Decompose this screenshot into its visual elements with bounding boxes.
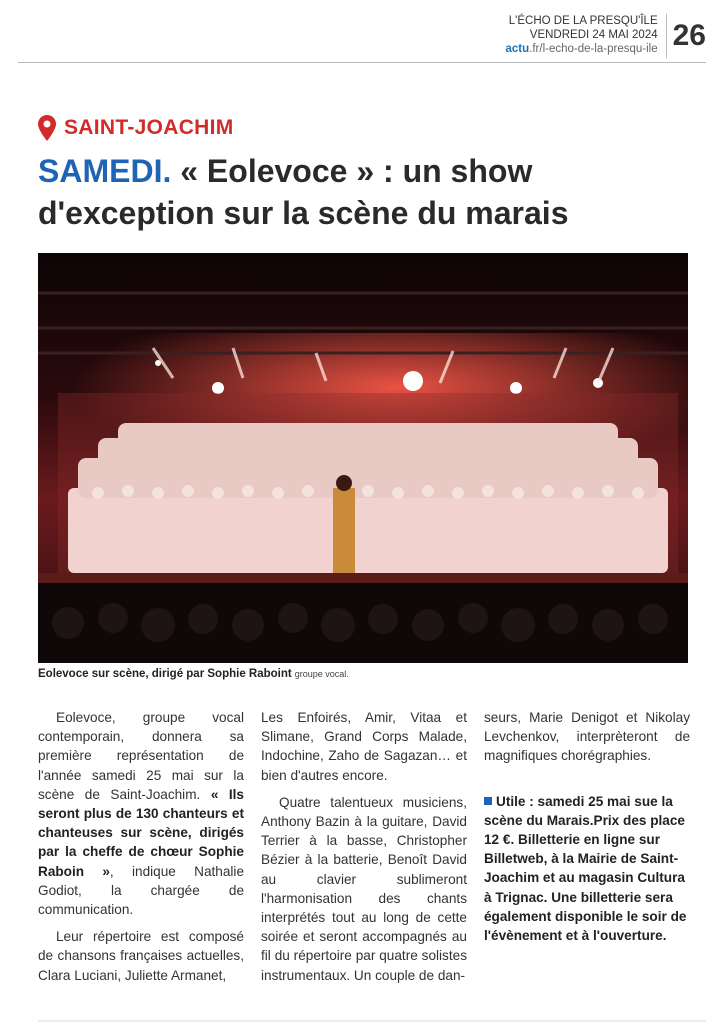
info-box	[484, 792, 690, 946]
paragraph-text: Eolevoce, groupe vocal contemporain, donnera sa première représentation de l'année samedi 25 mai sur la scène de Saint-Joachim.	[38, 710, 244, 802]
page-header	[506, 14, 707, 58]
paragraph: Les Enfoirés, Amir, Vitaa et Slimane, Grand Corps Malade, Indochine, Zaho de Sagazan… et bien d'autres encore.	[261, 710, 467, 783]
photo-caption	[38, 668, 349, 680]
caption-text: Eolevoce sur scène, dirigé par Sophie Raboint	[38, 668, 292, 680]
paragraph: Quatre talentueux musiciens, Anthony Bazin à la guitare, David Terrier à la basse, Christopher Bézier à la batterie, Benoît David au clavier sublimeront l'harmonisation des chants interprétés tout au long de cette soirée et seront accompagnés au fil du répertoire par quatre solistes instrumentaux. Un couple de dan-	[261, 794, 467, 983]
info-text: Utile : samedi 25 mai sue la scène du Marais.Prix des place 12 €. Billetterie en ligne sur Billetweb, à la Mairie de Saint-Joachim et au magasin Cultura à Trignac. Une billetterie sera également disponible le soir de l'évènement et à l'ouverture.	[484, 793, 687, 944]
url-prefix: actu	[505, 43, 530, 55]
paragraph	[38, 708, 244, 919]
publication-url[interactable]	[506, 42, 658, 56]
publication-date: VENDREDI 24 MAI 2024	[529, 29, 658, 41]
quote-text: « Ils seront plus de 130 chanteurs et chanteuses sur scène, dirigés par la cheffe de chœur Sophie Raboin »	[38, 786, 244, 879]
headline-title: « Eolevoce » : un show d'exception sur la scène du marais	[38, 153, 569, 231]
square-bullet-icon	[484, 797, 492, 805]
caption-credit: groupe vocal.	[294, 669, 349, 679]
header-rule	[18, 62, 706, 63]
article-column-2	[261, 708, 467, 993]
location-pin-icon	[38, 115, 56, 141]
publication-name: L'ÉCHO DE LA PRESQU'ÎLE	[508, 15, 658, 27]
article-column-1	[38, 708, 244, 993]
location-tag	[38, 115, 234, 141]
headline	[38, 150, 698, 234]
url-rest: .fr/l-echo-de-la-presqu-ile	[529, 43, 658, 55]
bottom-rule	[38, 1020, 706, 1022]
paragraph-text: , indique Nathalie Godiot, la chargée de communication.	[38, 863, 244, 918]
concert-photo	[38, 253, 688, 663]
header-divider	[666, 14, 667, 58]
concert-photo-illustration	[38, 253, 688, 663]
headline-kicker: SAMEDI.	[38, 153, 172, 189]
location-label: SAINT-JOACHIM	[64, 116, 234, 139]
article-column-3	[484, 708, 690, 945]
paragraph: Leur répertoire est composé de chansons françaises actuelles, Clara Luciani, Juliette Armanet,	[38, 929, 244, 983]
page-number: 26	[672, 19, 706, 52]
header-info	[506, 14, 658, 56]
paragraph: seurs, Marie Denigot et Nikolay Levchenkov, interprèteront de magnifiques chorégraphies.	[484, 710, 690, 764]
